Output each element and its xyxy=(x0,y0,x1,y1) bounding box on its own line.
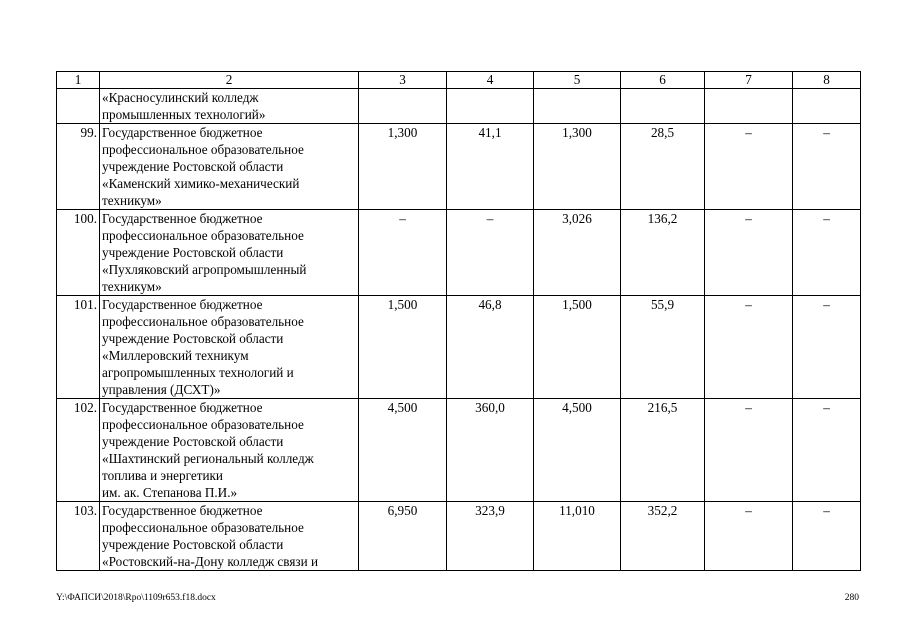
header-col-7: 7 xyxy=(705,72,793,89)
value-cell-c3: 1,500 xyxy=(359,296,447,399)
value-cell-c5 xyxy=(534,89,621,124)
value-cell-c7: – xyxy=(705,296,793,399)
value-cell-c8: – xyxy=(793,502,861,571)
institution-name-line: профессиональное образовательное xyxy=(102,417,304,432)
value-cell-c8: – xyxy=(793,296,861,399)
value-cell-c6: 55,9 xyxy=(621,296,705,399)
header-row xyxy=(57,72,861,89)
row-number: 100. xyxy=(57,210,100,296)
institution-name-line: Государственное бюджетное xyxy=(102,400,263,415)
value-cell-c4: 360,0 xyxy=(447,399,534,502)
institution-name-line: учреждение Ростовской области xyxy=(102,537,284,552)
table-row xyxy=(57,399,861,502)
table-row xyxy=(57,502,861,571)
institution-name-line: Государственное бюджетное xyxy=(102,211,263,226)
row-number: 102. xyxy=(57,399,100,502)
value-cell-c7: – xyxy=(705,502,793,571)
header-col-5: 5 xyxy=(534,72,621,89)
value-cell-c3: 4,500 xyxy=(359,399,447,502)
institution-name-line: учреждение Ростовской области xyxy=(102,159,284,174)
row-number: 101. xyxy=(57,296,100,399)
value-cell-c8: – xyxy=(793,210,861,296)
institution-name-line: Государственное бюджетное xyxy=(102,297,263,312)
value-cell-c4: 323,9 xyxy=(447,502,534,571)
value-cell-c4: – xyxy=(447,210,534,296)
table-row xyxy=(57,296,861,399)
institution-name-line: «Ростовский-на-Дону колледж связи и xyxy=(102,554,319,569)
value-cell-c7: – xyxy=(705,210,793,296)
budget-table xyxy=(56,71,861,571)
header-col-4: 4 xyxy=(447,72,534,89)
row-number: 103. xyxy=(57,502,100,571)
value-cell-c5: 1,500 xyxy=(534,296,621,399)
value-cell-c4: 46,8 xyxy=(447,296,534,399)
value-cell-c5: 1,300 xyxy=(534,124,621,210)
institution-name-line: «Красносулинский колледж xyxy=(102,90,259,105)
table-header xyxy=(57,72,861,89)
table-row xyxy=(57,124,861,210)
institution-name-line: техникум» xyxy=(102,193,162,208)
institution-name-line: «Шахтинский региональный колледж xyxy=(102,451,314,466)
table-row xyxy=(57,89,861,124)
institution-name-line: им. ак. Степанова П.И.» xyxy=(102,485,238,500)
institution-name xyxy=(100,502,359,571)
header-col-2: 2 xyxy=(100,72,359,89)
institution-name-line: агропромышленных технологий и xyxy=(102,365,294,380)
value-cell-c6: 28,5 xyxy=(621,124,705,210)
institution-name-line: Государственное бюджетное xyxy=(102,125,263,140)
value-cell-c3: 6,950 xyxy=(359,502,447,571)
institution-name-line: «Пухляковский агропромышленный xyxy=(102,262,307,277)
value-cell-c5: 11,010 xyxy=(534,502,621,571)
value-cell-c8 xyxy=(793,89,861,124)
value-cell-c3: – xyxy=(359,210,447,296)
value-cell-c6: 216,5 xyxy=(621,399,705,502)
institution-name-line: учреждение Ростовской области xyxy=(102,245,284,260)
institution-name-line: учреждение Ростовской области xyxy=(102,434,284,449)
value-cell-c7 xyxy=(705,89,793,124)
institution-name-line: техникум» xyxy=(102,279,162,294)
institution-name-line: Государственное бюджетное xyxy=(102,503,263,518)
value-cell-c4: 41,1 xyxy=(447,124,534,210)
value-cell-c8: – xyxy=(793,399,861,502)
institution-name xyxy=(100,210,359,296)
institution-name xyxy=(100,296,359,399)
value-cell-c5: 3,026 xyxy=(534,210,621,296)
header-col-8: 8 xyxy=(793,72,861,89)
institution-name-line: учреждение Ростовской области xyxy=(102,331,284,346)
value-cell-c6 xyxy=(621,89,705,124)
value-cell-c7: – xyxy=(705,399,793,502)
institution-name-line: управления (ДСХТ)» xyxy=(102,382,221,397)
institution-name xyxy=(100,124,359,210)
value-cell-c5: 4,500 xyxy=(534,399,621,502)
institution-name xyxy=(100,399,359,502)
header-col-1: 1 xyxy=(57,72,100,89)
table-row xyxy=(57,210,861,296)
value-cell-c6: 352,2 xyxy=(621,502,705,571)
table-body xyxy=(57,89,861,571)
institution-name-line: профессиональное образовательное xyxy=(102,142,304,157)
page-number: 280 xyxy=(844,593,859,603)
value-cell-c3: 1,300 xyxy=(359,124,447,210)
institution-name xyxy=(100,89,359,124)
row-number xyxy=(57,89,100,124)
value-cell-c6: 136,2 xyxy=(621,210,705,296)
institution-name-line: промышленных технологий» xyxy=(102,107,266,122)
header-col-6: 6 xyxy=(621,72,705,89)
row-number: 99. xyxy=(57,124,100,210)
institution-name-line: топлива и энергетики xyxy=(102,468,223,483)
header-col-3: 3 xyxy=(359,72,447,89)
value-cell-c8: – xyxy=(793,124,861,210)
value-cell-c7: – xyxy=(705,124,793,210)
value-cell-c4 xyxy=(447,89,534,124)
institution-name-line: профессиональное образовательное xyxy=(102,520,304,535)
value-cell-c3 xyxy=(359,89,447,124)
institution-name-line: «Миллеровский техникум xyxy=(102,348,249,363)
footer-file-path: Y:\ФАПСИ\2018\Rpo\1109r653.f18.docx xyxy=(56,593,216,603)
institution-name-line: профессиональное образовательное xyxy=(102,228,304,243)
institution-name-line: «Каменский химико-механический xyxy=(102,176,300,191)
institution-name-line: профессиональное образовательное xyxy=(102,314,304,329)
